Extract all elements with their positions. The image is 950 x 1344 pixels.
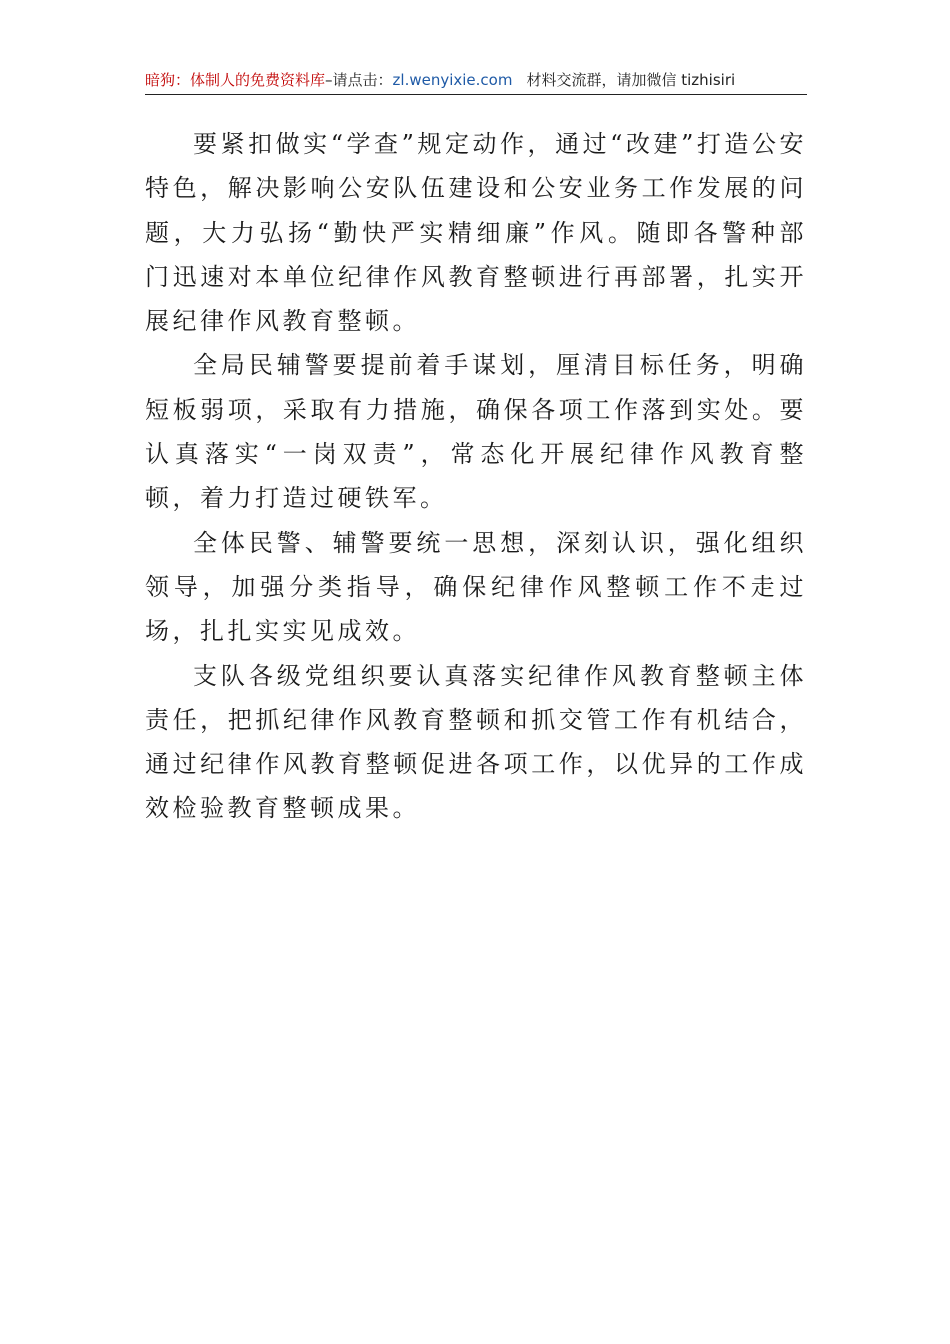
document-body <box>145 122 807 831</box>
header-url-link[interactable]: zl.wenyixie.com <box>392 71 513 89</box>
paragraph: 支队各级党组织要认真落实纪律作风教育整顿主体责任，把抓纪律作风教育整顿和抓交管工作有机结合，通过纪律作风教育整顿促进各项工作，以优异的工作成效检验教育整顿成果。 <box>145 661 807 823</box>
page-header <box>145 66 807 95</box>
header-brand: 暗狗：体制人的免费资料库 <box>145 71 326 89</box>
header-contact: 材料交流群，请加微信 tizhisiri <box>526 71 736 89</box>
paragraph: 全体民警、辅警要统一思想，深刻认识，强化组织领导，加强分类指导，确保纪律作风整顿工作不走过场，扎扎实实见成效。 <box>145 528 807 646</box>
paragraph: 全局民辅警要提前着手谋划，厘清目标任务，明确短板弱项，采取有力措施，确保各项工作落到实处。要认真落实“一岗双责”，常态化开展纪律作风教育整顿，着力打造过硬铁军。 <box>145 351 807 513</box>
header-click-prompt: –请点击： <box>325 71 393 89</box>
paragraph: 要紧扣做实“学查”规定动作，通过“改建”打造公安特色，解决影响公安队伍建设和公安业务工作发展的问题，大力弘扬“勤快严实精细廉”作风。随即各警种部门迅速对本单位纪律作风教育整顿进行再部署，扎实开展纪律作风教育整顿。 <box>145 130 807 336</box>
